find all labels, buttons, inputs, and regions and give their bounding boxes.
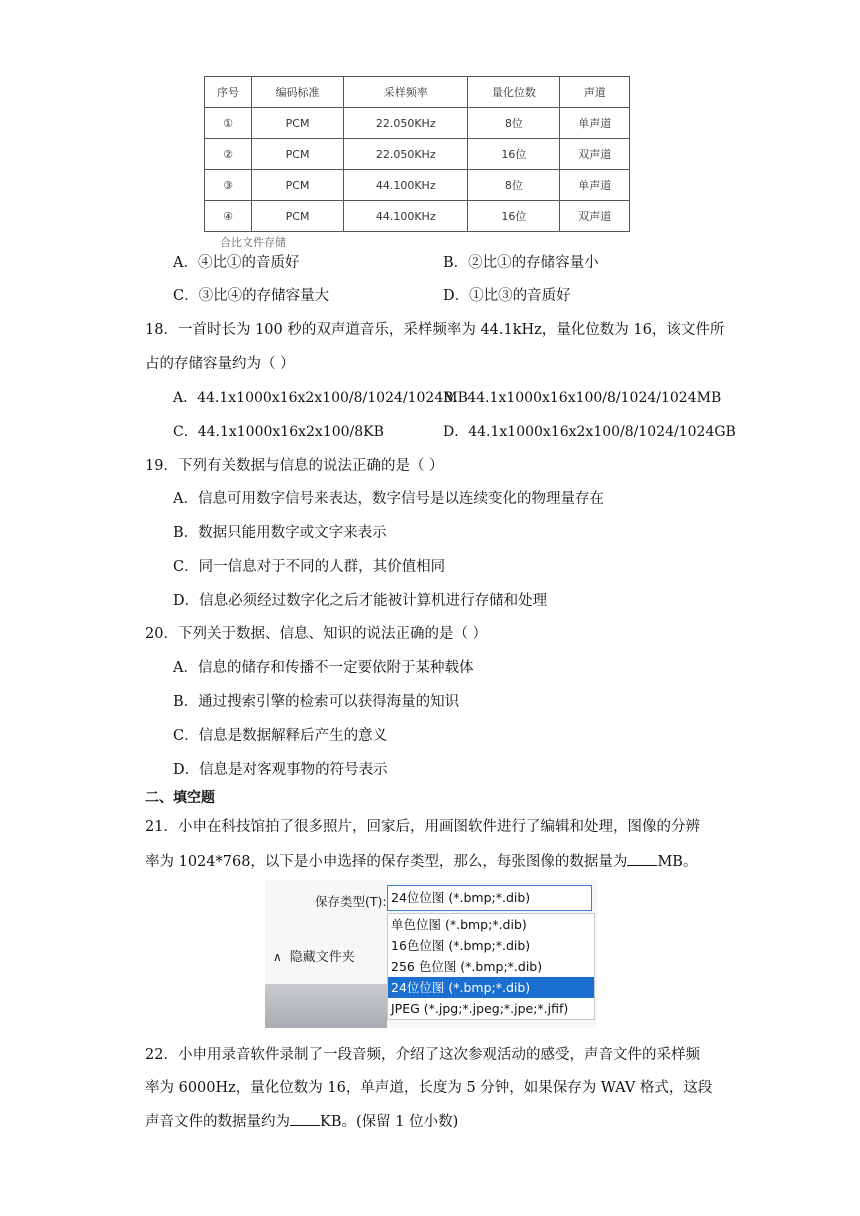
save-type-option: 单色位图 (*.bmp;*.dib)	[391, 917, 527, 932]
chevron-up-icon: ∧	[273, 950, 282, 964]
q17-option-a: A．④比①的音质好	[173, 255, 300, 271]
q19-option-c: C．同一信息对于不同的人群，其价值相同	[173, 559, 446, 575]
table-header-cell: 采样频率	[344, 77, 468, 108]
q19-option-a: A．信息可用数字信号来表达，数字信号是以连续变化的物理量存在	[173, 491, 604, 507]
q22-stem-line2: 率为 6000Hz，量化位数为 16，单声道，长度为 5 分钟，如果保存为 WAV 格式，这段	[145, 1080, 713, 1096]
q21-text-before-blank: 率为 1024*768，以下是小申选择的保存类型，那么，每张图像的数据量为	[145, 854, 628, 870]
q21-text-after-blank: MB。	[657, 854, 698, 870]
save-type-dropdown-list	[387, 913, 595, 1020]
audio-format-table	[204, 76, 630, 232]
cropped-caption-text: 合比文件存储	[220, 236, 286, 249]
save-type-dialog-image	[265, 880, 597, 1028]
table-cell: ②	[205, 139, 252, 170]
dialog-footer-strip	[265, 984, 387, 1028]
q21-stem-line1: 21．小申在科技馆拍了很多照片，回家后，用画图软件进行了编辑和处理，图像的分辨	[145, 819, 700, 835]
table-cell: ③	[205, 170, 252, 201]
save-type-option: JPEG (*.jpg;*.jpeg;*.jpe;*.jfif)	[391, 1001, 569, 1016]
table-row	[205, 108, 630, 139]
table-cell: 8位	[468, 170, 560, 201]
q18-stem-line2: 占的存储容量约为（ ）	[145, 356, 295, 372]
table-cell: 22.050KHz	[344, 139, 468, 170]
table-row	[205, 139, 630, 170]
table-header-cell: 序号	[205, 77, 252, 108]
table-cell: 22.050KHz	[344, 108, 468, 139]
table-header-cell: 编码标准	[252, 77, 344, 108]
table-cell: PCM	[252, 139, 344, 170]
save-type-option: 256 色位图 (*.bmp;*.dib)	[391, 959, 543, 974]
q18-option-c: C．44.1x1000x16x2x100/8KB	[173, 424, 384, 440]
answer-blank	[290, 1111, 320, 1126]
q19-option-d: D．信息必须经过数字化之后才能被计算机进行存储和处理	[173, 593, 548, 609]
q20-option-c: C．信息是数据解释后产生的意义	[173, 728, 388, 744]
q19-option-b: B．数据只能用数字或文字来表示	[173, 525, 387, 541]
hide-folders-label: 隐藏文件夹	[289, 950, 355, 965]
q20-option-a: A．信息的储存和传播不一定要依附于某种载体	[173, 660, 474, 676]
q17-option-b: B．②比①的存储容量小	[443, 255, 599, 271]
save-type-option-selected: 24位位图 (*.bmp;*.dib)	[388, 977, 594, 998]
answer-blank	[627, 851, 657, 866]
save-type-label: 保存类型(T):	[315, 894, 387, 909]
q17-option-d: D．①比③的音质好	[443, 288, 571, 304]
table-row	[205, 201, 630, 232]
q22-text-before-blank: 声音文件的数据量约为	[145, 1114, 290, 1130]
q20-option-b: B．通过搜索引擎的检索可以获得海量的知识	[173, 694, 460, 710]
table-header-cell: 声道	[560, 77, 630, 108]
q18-option-b: B．44.1x1000x16x100/8/1024/1024MB	[443, 390, 722, 406]
table-cell: 8位	[468, 108, 560, 139]
q22-text-after-blank: KB。(保留 1 位小数)	[320, 1114, 459, 1130]
section-title-fill-blank: 二、填空题	[145, 790, 215, 806]
table-row	[205, 170, 630, 201]
table-header-cell: 量化位数	[468, 77, 560, 108]
q21-stem-line2	[145, 851, 697, 872]
q22-stem-line1: 22．小申用录音软件录制了一段音频，介绍了这次参观活动的感受，声音文件的采样频	[145, 1047, 700, 1063]
table-cell: PCM	[252, 170, 344, 201]
table-header-row	[205, 77, 630, 108]
table-cell: ①	[205, 108, 252, 139]
q17-option-c: C．③比④的存储容量大	[173, 288, 330, 304]
save-type-combobox: 24位位图 (*.bmp;*.dib)	[387, 885, 592, 911]
q20-stem: 20．下列关于数据、信息、知识的说法正确的是（ ）	[145, 626, 488, 642]
save-type-option: 16色位图 (*.bmp;*.dib)	[391, 938, 531, 953]
table-cell: 16位	[468, 201, 560, 232]
q20-option-d: D．信息是对客观事物的符号表示	[173, 762, 388, 778]
table-cell: 单声道	[560, 108, 630, 139]
table-cell: 单声道	[560, 170, 630, 201]
table-cell: 16位	[468, 139, 560, 170]
table-cell: PCM	[252, 201, 344, 232]
table-cell: 双声道	[560, 139, 630, 170]
table-cell: PCM	[252, 108, 344, 139]
table-cell: ④	[205, 201, 252, 232]
q18-option-d: D．44.1x1000x16x2x100/8/1024/1024GB	[443, 424, 736, 440]
audio-format-table-image	[204, 76, 630, 249]
table-cell: 44.100KHz	[344, 170, 468, 201]
table-cell: 双声道	[560, 201, 630, 232]
q18-stem-line1: 18．一首时长为 100 秒的双声道音乐，采样频率为 44.1kHz，量化位数为 16，该文件所	[145, 322, 725, 338]
q18-option-a: A．44.1x1000x16x2x100/8/1024/1024MB	[173, 390, 468, 406]
q22-stem-line3	[145, 1111, 458, 1132]
q19-stem: 19．下列有关数据与信息的说法正确的是（ ）	[145, 458, 444, 474]
hide-folders-toggle	[273, 946, 355, 965]
table-cell: 44.100KHz	[344, 201, 468, 232]
